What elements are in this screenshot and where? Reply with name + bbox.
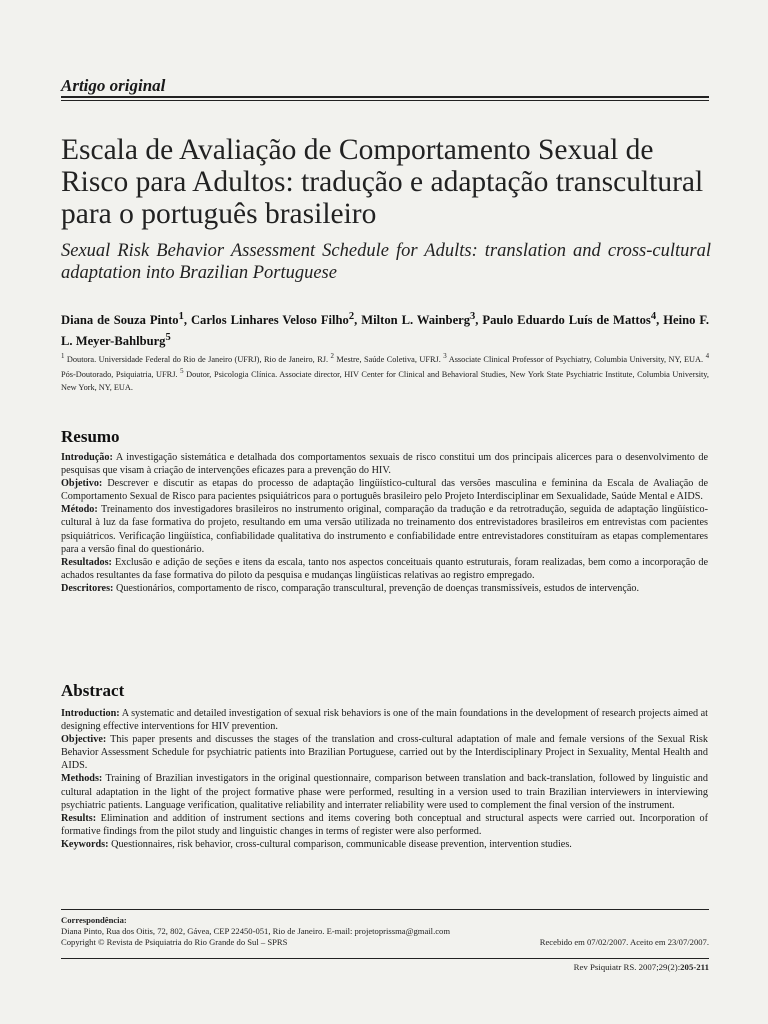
paragraph-label: Methods: <box>61 773 103 785</box>
author-sup: 2 <box>348 311 355 322</box>
journal-rule <box>61 958 709 959</box>
author-sup: 5 <box>165 332 171 344</box>
resumo-heading: Resumo <box>61 427 120 446</box>
author <box>191 313 361 327</box>
author-sep: , <box>354 313 362 328</box>
author-sep: , <box>183 313 191 328</box>
paragraph-text: Elimination and addition of instrument sections and items covering both conceptual and structural aspects were carried out. Incorporation of formative findings from the pilot study and linguistic changes in terms of register were also performed. <box>61 812 708 837</box>
paragraph-text: Questionários, comportamento de risco, comparação transcultural, prevenção de doenças transmissíveis, estudos de intervenção. <box>113 582 640 594</box>
resumo-paragraph <box>61 582 708 595</box>
abstract-paragraph <box>61 812 708 838</box>
affiliation-sup: 2 <box>330 353 334 360</box>
journal-pages: 205-211 <box>680 962 709 972</box>
resumo-paragraph <box>61 451 708 477</box>
resumo-paragraph <box>61 503 708 555</box>
author-name: Diana de Souza Pinto <box>61 313 179 328</box>
paragraph-label: Método: <box>61 504 98 516</box>
correspondence-label: Correspondência: <box>61 915 127 925</box>
affiliation-text: Pós-Doutorado, Psiquiatria, UFRJ. <box>61 370 181 380</box>
section-label: Artigo original <box>61 76 166 95</box>
abstract-paragraph <box>61 707 708 733</box>
received-dates: Recebido em 07/02/2007. Aceito em 23/07/2007. <box>539 937 709 948</box>
abstract-heading: Abstract <box>61 681 125 700</box>
author-sup: 4 <box>650 311 657 322</box>
correspondence-block <box>61 915 709 949</box>
journal-citation <box>574 962 709 972</box>
affiliation-sup: 4 <box>705 353 710 360</box>
paragraph-label: Keywords: <box>61 838 109 850</box>
author-name: Paulo Eduardo Luís de Mattos <box>482 313 651 328</box>
paragraph-label: Objetivo: <box>61 478 103 490</box>
author <box>61 313 191 327</box>
paragraph-text: Treinamento dos investigadores brasileiros no instrumento original, comparação da tradução e da retrotradução, seguida de adaptação lingüístico-cultural à luz da fase formativa do projeto, resultando em uma versão utilizada no treinamento dos entrevistadores brasileiros em entrevistas com pacientes psiquiátricos. Verificação lingüística, confiabilidade qualitativa do instrumento e confiabilidade entre entrevistadores constituíram as etapas complementares para a versão final do questionário. <box>61 504 708 555</box>
affiliation-sup: 1 <box>61 353 65 360</box>
affiliation-text: Doutora. Universidade Federal do Rio de Janeiro (UFRJ), Rio de Janeiro, RJ. <box>64 354 331 364</box>
paragraph-label: Results: <box>61 812 97 824</box>
resumo-paragraph <box>61 556 708 582</box>
affiliation-sup: 5 <box>180 368 184 376</box>
abstract-body <box>61 707 708 851</box>
affiliations <box>61 351 709 394</box>
paragraph-label: Objective: <box>61 734 107 746</box>
paragraph-text: This paper presents and discusses the stages of the translation and cross-cultural adaptation of male and female versions of the Sexual Risk Behavior Assessment Schedule for psychiatric patients into Brazilian Portuguese, carried out by the Interdisciplinary Project in Sexuality, Mental Health and AIDS. <box>61 734 708 772</box>
paragraph-label: Introdução: <box>61 452 113 463</box>
resumo-body <box>61 451 708 595</box>
author <box>482 313 663 327</box>
paragraph-text: Training of Brazilian investigators in the original questionnaire, comparison between translation and back-translation, followed by linguistic and cultural adaptation in the light of the project formative phase were performed, resulting in a version used to train Brazilian interviewers in interviewing psychiatric patients. Language verification, qualitative reliability and interrater reliability were used to complement the final version of the instrument. <box>61 773 708 811</box>
paragraph-text: Descrever e discutir as etapas do processo de adaptação lingüístico-cultural das versões masculina e feminina da Escala de Avaliação de Comportamento Sexual de Risco para pacientes psiquiátricos para o português brasileiro pelo Projeto Interdisciplinar em Sexualidade, Saúde Mental e AIDS. <box>61 478 708 503</box>
abstract-paragraph <box>61 838 708 851</box>
affiliation-text: Associate Clinical Professor of Psychiatry, Columbia University, NY, EUA. <box>446 354 706 364</box>
paragraph-text: A investigação sistemática e detalhada dos comportamentos sexuais de risco constitui um dos principais alicerces para o desenvolvimento de pesquisas que visam à criação de intervenções eficazes para a prevenção do HIV. <box>61 452 708 477</box>
affiliation-text: Doutor, Psicologia Clínica. Associate director, HIV Center for Clinical and Behavioral Studies, New York State Psychiatric Institute, Columbia University, New York, NY, EUA. <box>61 370 709 392</box>
affiliation-sup: 3 <box>443 353 447 360</box>
paragraph-text: Exclusão e adição de seções e itens da escala, tanto nos aspectos conceituais quanto estruturais, foram realizadas, bem como a incorporação de achados resultantes da fase formativa do piloto da pesquisa e mudanças lingüísticas relativas ao registro empregado. <box>61 556 708 581</box>
paragraph-label: Descritores: <box>61 582 114 594</box>
author-sup: 3 <box>470 311 476 322</box>
paragraph-text: A systematic and detailed investigation of sexual risk behaviors is one of the main foundations in the development of research projects aimed at designing effective interventions for HIV prevention. <box>61 708 708 733</box>
paragraph-label: Introduction: <box>61 708 120 719</box>
abstract-paragraph <box>61 733 708 772</box>
correspondence-address: Diana Pinto, Rua dos Oitis, 72, 802, Gávea, CEP 22450-051, Rio de Janeiro. E-mail: projetoprissma@gmail.com <box>61 926 451 937</box>
footer-rule <box>61 909 709 910</box>
article-subtitle: Sexual Risk Behavior Assessment Schedule for Adults: translation and cross-cultural adaptation into Brazilian Portuguese <box>61 241 711 283</box>
author-name: Carlos Linhares Veloso Filho <box>190 313 349 328</box>
copyright-row <box>61 937 709 948</box>
affiliation-text: Mestre, Saúde Coletiva, UFRJ. <box>333 354 444 364</box>
author <box>361 313 482 327</box>
author-name: Heino F. L. Meyer-Bahlburg <box>61 313 710 349</box>
author-name: Milton L. Wainberg <box>361 313 471 328</box>
author-sup: 1 <box>178 311 184 322</box>
paragraph-text: Questionnaires, risk behavior, cross-cultural comparison, communicable disease prevention, intervention studies. <box>108 838 572 850</box>
article-title: Escala de Avaliação de Comportamento Sexual de Risco para Adultos: tradução e adaptação transcultural para o português brasileiro <box>61 134 704 230</box>
journal-citation-text: Rev Psiquiatr RS. 2007;29(2): <box>573 962 681 972</box>
copyright-text: Copyright © Revista de Psiquiatria do Rio Grande do Sul – SPRS <box>61 937 288 948</box>
abstract-paragraph <box>61 772 708 811</box>
author-list <box>61 308 709 350</box>
paragraph-label: Resultados: <box>61 556 112 568</box>
resumo-paragraph <box>61 477 708 503</box>
author-sep: , <box>656 313 664 328</box>
top-rule <box>61 96 709 101</box>
author-sep: , <box>475 313 483 328</box>
